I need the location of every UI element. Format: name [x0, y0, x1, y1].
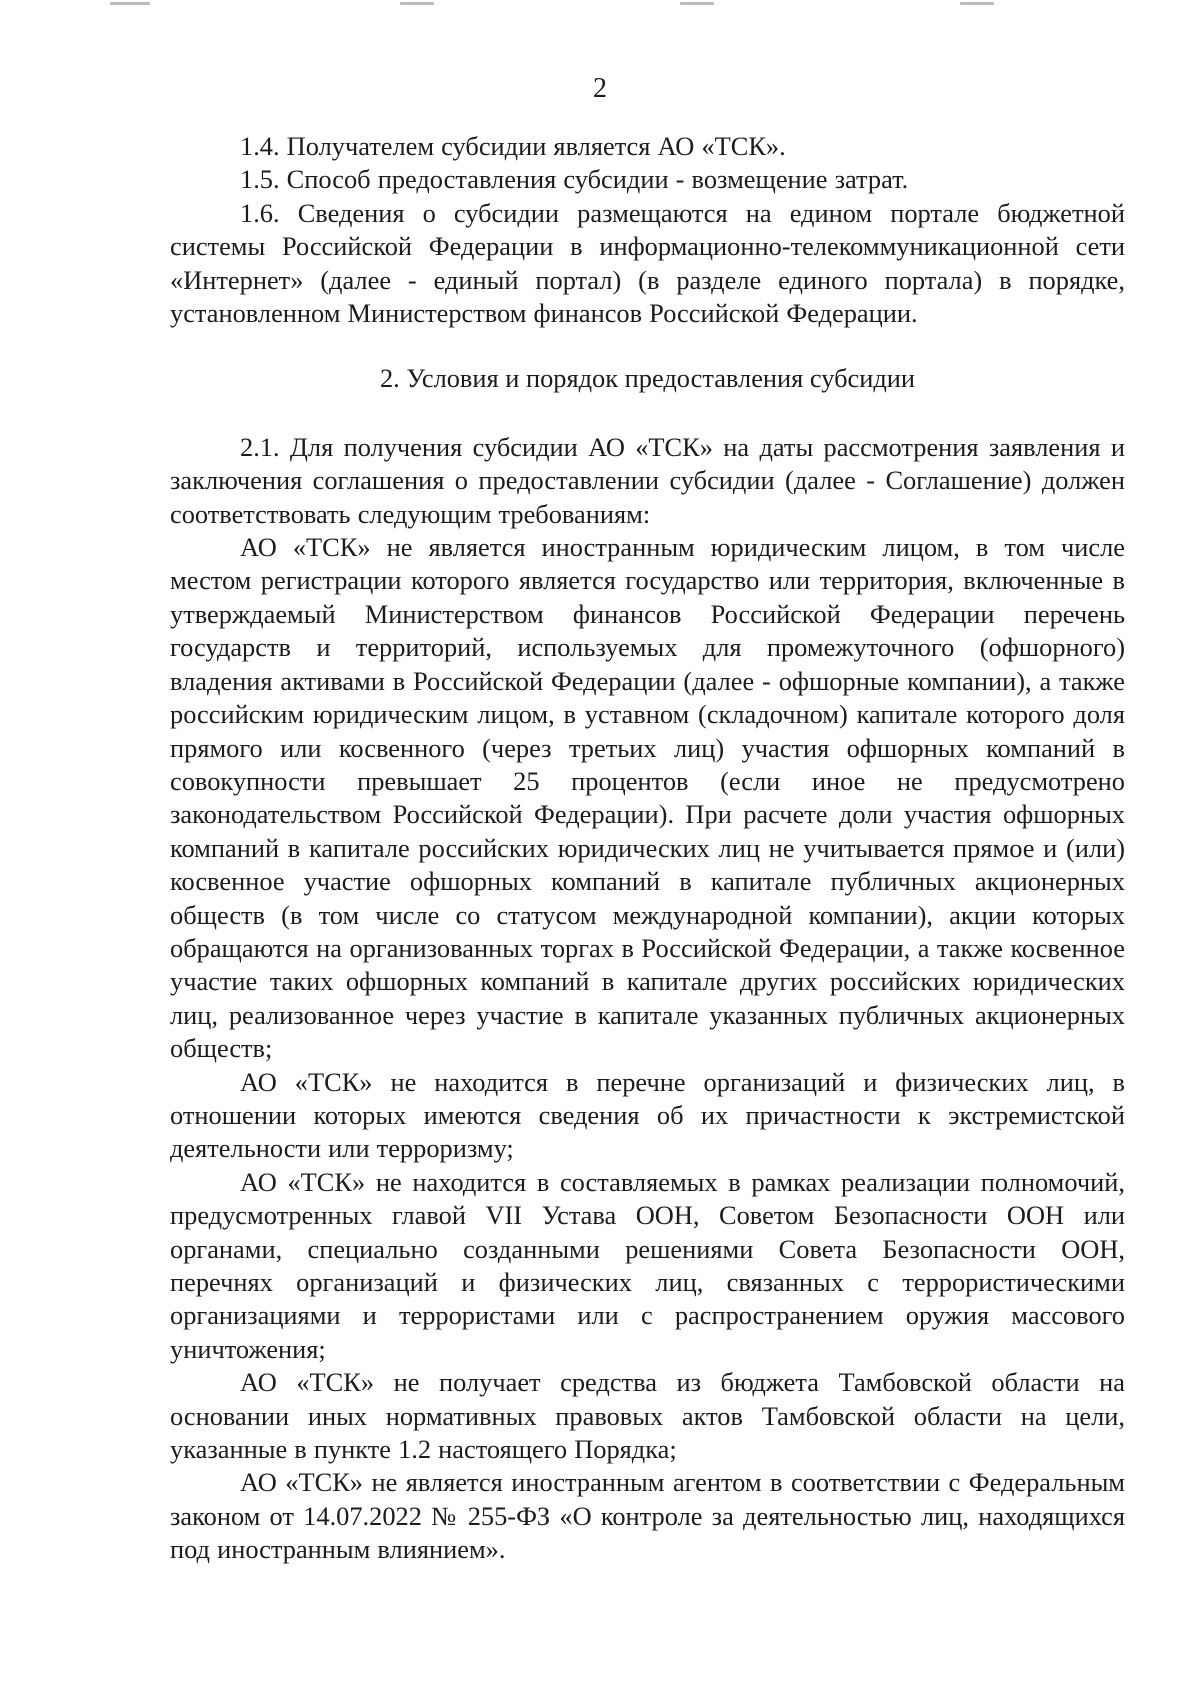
requirement-foreign-agent: АО «ТСК» не является иностранным агентом в соответствии с Федеральным законом от 14.07.2022 № 255-ФЗ «О контроле за деятельностью лиц, находящихся под иностранным влиянием».: [170, 1467, 1125, 1565]
paragraph-1-4: 1.4. Получателем субсидии является АО «ТСК».: [240, 131, 786, 161]
scan-artifact: [400, 2, 434, 5]
requirement-extremism: АО «ТСК» не находится в перечне организаций и физических лиц, в отношении которых имеются сведения об их причастности к экстремистской деятельности или терроризму;: [170, 1066, 1125, 1164]
section-heading: 2. Условия и порядок предоставления субсидии: [379, 363, 916, 394]
page-number: 2: [593, 73, 607, 104]
requirement-budget-funds: АО «ТСК» не получает средства из бюджета Тамбовской области на основании иных нормативных правовых актов Тамбовской области на цели, указанные в пункте 1.2 настоящего Порядка;: [170, 1367, 1125, 1465]
paragraph-1-5: 1.5. Способ предоставления субсидии - возмещение затрат.: [240, 164, 909, 195]
requirement-offshore: АО «ТСК» не является иностранным юридическим лицом, в том числе местом регистрации которого является государство или территория, включенные в утверждаемый Министерством финансов Российской Федерации перечень государств и территорий, используемых для промежуточного (офшорного) владения активами в Российской Федерации (далее - офшорные компании), а также российским юридическим лицом, в уставном (складочном) капитале которого доля прямого или косвенного (через третьих лиц) участия офшорных компаний в совокупности превышает 25 процентов (если иное не предусмотрено законодательством Российской Федерации). При расчете доли участия офшорных компаний в капитале российских юридических лиц не учитывается прямое и (или) косвенное участие офшорных компаний в капитале публичных акционерных обществ (в том числе со статусом международной компании), акции которых обращаются на организованных торгах в Российской Федерации, а также косвенное участие таких офшорных компаний в капитале других российских юридических лиц, реализованное через участие в капитале указанных публичных акционерных обществ;: [170, 532, 1125, 1064]
scan-artifact: [110, 2, 150, 5]
paragraph-2-1: 2.1. Для получения субсидии АО «ТСК» на даты рассмотрения заявления и заключения соглашения о предоставлении субсидии (далее - Соглашение) должен соответствовать следующим требованиям:: [170, 431, 1125, 529]
scan-artifact: [680, 2, 714, 5]
scan-artifact: [960, 2, 994, 5]
paragraph-1-6: 1.6. Сведения о субсидии размещаются на едином портале бюджетной системы Российской Федерации в информационно-телекоммуникационной сети «Интернет» (далее - единый портал) (в разделе единого портала) в порядке, установленном Министерством финансов Российской Федерации.: [170, 197, 1125, 329]
document-body: [170, 130, 1125, 1567]
requirement-un-sanctions: АО «ТСК» не находится в составляемых в рамках реализации полномочий, предусмотренных главой VII Устава ООН, Советом Безопасности ООН или органами, специально созданными решениями Совета Безопасности ООН, перечнях организаций и физических лиц, связанных с террористическими организациями и террористами или с распространением оружия массового уничтожения;: [170, 1166, 1125, 1364]
